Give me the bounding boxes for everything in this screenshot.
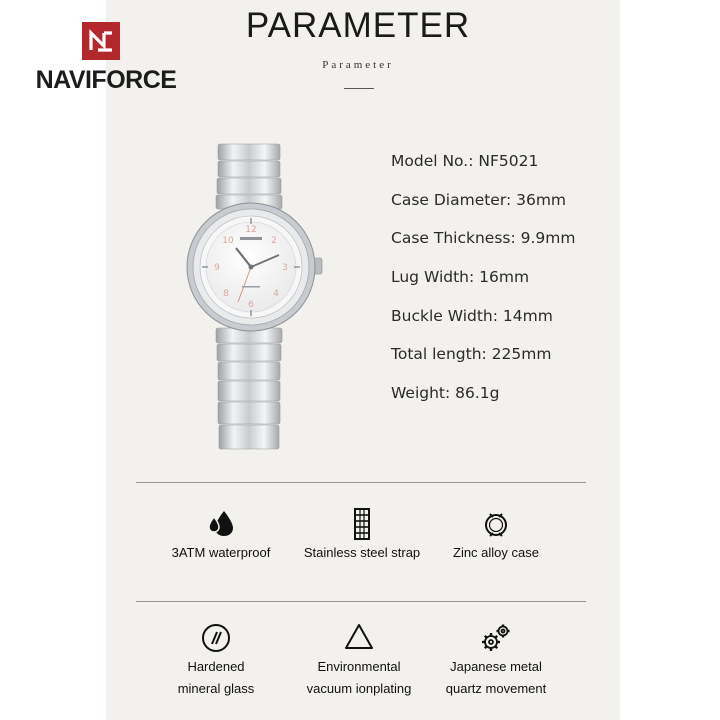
steel-strap-icon xyxy=(344,506,380,542)
naviforce-logo-mark xyxy=(82,22,120,60)
section-divider-top xyxy=(136,482,586,483)
gears-icon xyxy=(478,620,514,656)
spec-case-diameter: Case Diameter: 36mm xyxy=(391,190,567,209)
section-divider-middle xyxy=(136,601,586,602)
watch-case-icon xyxy=(478,506,514,542)
feature-mineral-glass-line1: Hardened xyxy=(187,659,245,674)
feature-ionplating-line2: vacuum ionplating xyxy=(306,681,412,696)
spec-lug-width: Lug Width: 16mm xyxy=(391,268,530,287)
brand-name: NAVIFORCE xyxy=(35,66,177,94)
spec-model: Model No.: NF5021 xyxy=(391,152,539,170)
svg-text:10: 10 xyxy=(222,236,234,246)
feature-quartz-movement-line2: quartz movement xyxy=(445,681,547,696)
feature-quartz-movement-line1: Japanese metal xyxy=(450,659,542,674)
feature-mineral-glass xyxy=(141,620,291,700)
feature-quartz-movement xyxy=(421,620,571,700)
feature-mineral-glass-line2: mineral glass xyxy=(177,681,255,696)
spec-weight: Weight: 86.1g xyxy=(391,384,500,403)
feature-ionplating xyxy=(284,620,434,700)
feature-steel-strap xyxy=(287,506,437,564)
page-title: PARAMETER xyxy=(245,6,471,45)
spec-case-thickness: Case Thickness: 9.9mm xyxy=(391,229,576,248)
brand-logo xyxy=(26,22,186,92)
feature-waterproof xyxy=(146,506,296,564)
spec-buckle-width: Buckle Width: 14mm xyxy=(391,306,553,325)
svg-text:4: 4 xyxy=(273,289,279,299)
feature-steel-strap-label: Stainless steel strap xyxy=(303,545,421,560)
svg-text:8: 8 xyxy=(223,289,229,299)
svg-text:2: 2 xyxy=(271,236,277,246)
svg-text:6: 6 xyxy=(248,300,254,310)
page-subtitle: Parameter xyxy=(322,59,394,71)
svg-text:9: 9 xyxy=(214,263,220,273)
spec-list xyxy=(391,148,631,419)
feature-zinc-case xyxy=(421,506,571,564)
svg-text:12: 12 xyxy=(245,225,257,235)
feature-waterproof-label: 3ATM waterproof xyxy=(171,545,271,560)
watch-image xyxy=(180,140,330,465)
water-drops-icon xyxy=(203,506,239,542)
title-divider xyxy=(344,88,374,89)
feature-zinc-case-label: Zinc alloy case xyxy=(453,545,539,560)
glass-icon xyxy=(198,620,234,656)
feature-ionplating-line1: Environmental xyxy=(317,659,401,674)
spec-total-length: Total length: 225mm xyxy=(391,345,552,364)
svg-text:3: 3 xyxy=(282,263,288,273)
triangle-icon xyxy=(341,620,377,656)
